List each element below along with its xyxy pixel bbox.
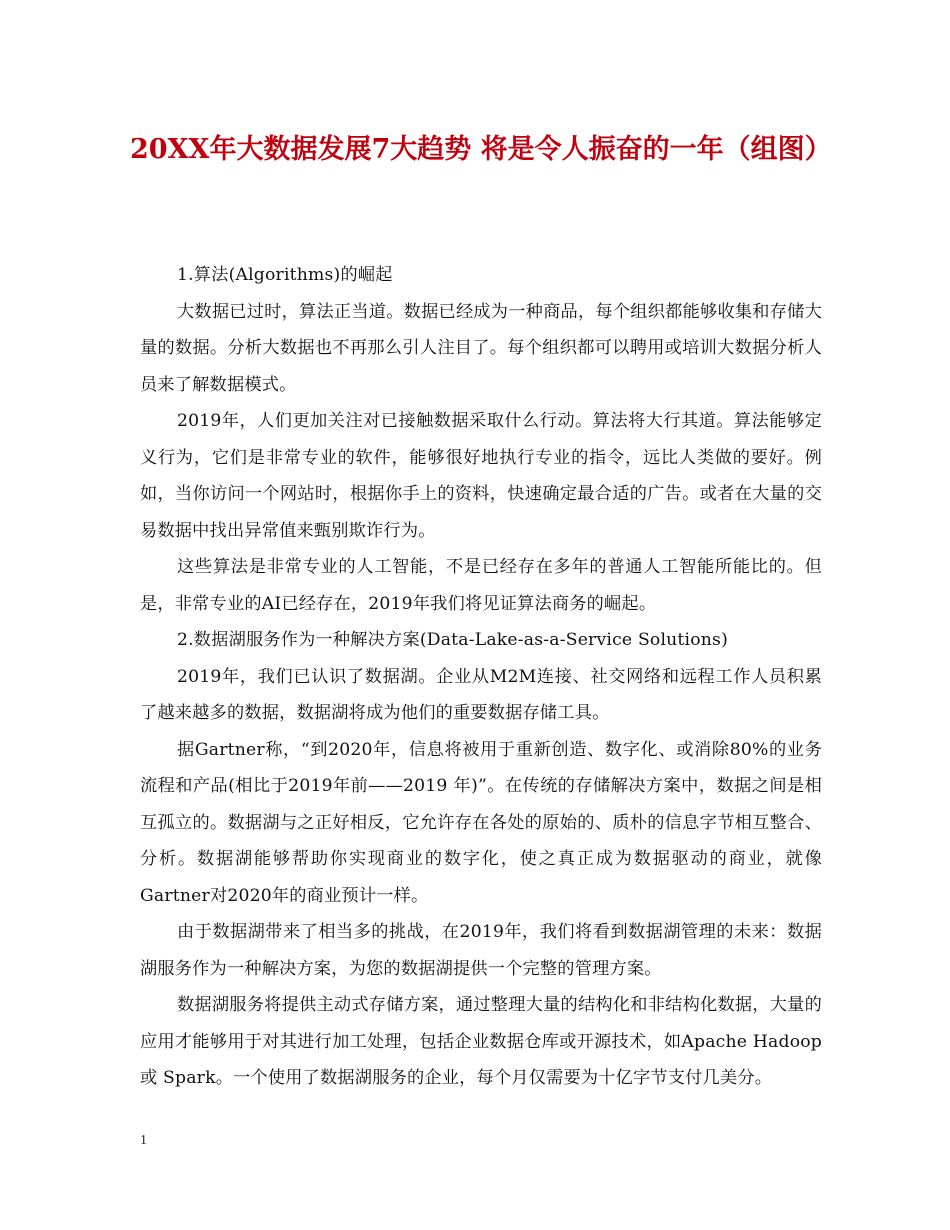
paragraph: 2019年，我们已认识了数据湖。企业从M2M连接、社交网络和远程工作人员积累了越来越多的数据，数据湖将成为他们的重要数据存储工具。 [140,666,822,723]
paragraph: 数据湖服务将提供主动式存储方案，通过整理大量的结构化和非结构化数据，大量的应用才能够用于对其进行加工处理，包括企业数据仓库或开源技术，如Apache Hadoop或 Spark。一个使用了数据湖服务的企业，每个月仅需要为十亿字节支付几美分。 [140,995,822,1088]
page-number: 1 [140,1133,147,1148]
paragraph: 大数据已过时，算法正当道。数据已经成为一种商品，每个组织都能够收集和存储大量的数据。分析大数据也不再那么引人注目了。每个组织都可以聘用或培训大数据分析人员来了解数据模式。 [140,301,822,395]
paragraph: 2019年，人们更加关注对已接触数据采取什么行动。算法将大行其道。算法能够定义行为，它们是非常专业的软件，能够很好地执行专业的指令，远比人类做的要好。例如，当你访问一个网站时，根据你手上的资料，快速确定最合适的广告。或者在大量的交易数据中找出异常值来甄别欺诈行为。 [140,411,822,541]
document-body [140,257,822,1097]
document-title: 20XX年大数据发展7大趋势 将是令人振奋的一年（组图） [130,134,832,165]
paragraph: 由于数据湖带来了相当多的挑战，在2019年，我们将看到数据湖管理的未来：数据湖服务作为一种解决方案，为您的数据湖提供一个完整的管理方案。 [140,922,822,979]
paragraph: 据Gartner称，“到2020年，信息将被用于重新创造、数字化、或消除80%的业务流程和产品(相比于2019年前——2019 年)”。在传统的存储解决方案中，数据之间是相互孤立的。数据湖与之正好相反，它允许存在各处的原始的、质朴的信息字节相互整合、分析。数据湖能够帮助你实现商业的数字化，使之真正成为数据驱动的商业，就像Gartner对2020年的商业预计一样。 [140,739,822,906]
section-heading: 1.算法(Algorithms)的崛起 [177,265,393,285]
paragraph: 这些算法是非常专业的人工智能，不是已经存在多年的普通人工智能所能比的。但是，非常专业的AI已经存在，2019年我们将见证算法商务的崛起。 [140,557,822,614]
section-heading: 2.数据湖服务作为一种解决方案(Data-Lake-as-a-Service Solutions) [177,630,728,650]
